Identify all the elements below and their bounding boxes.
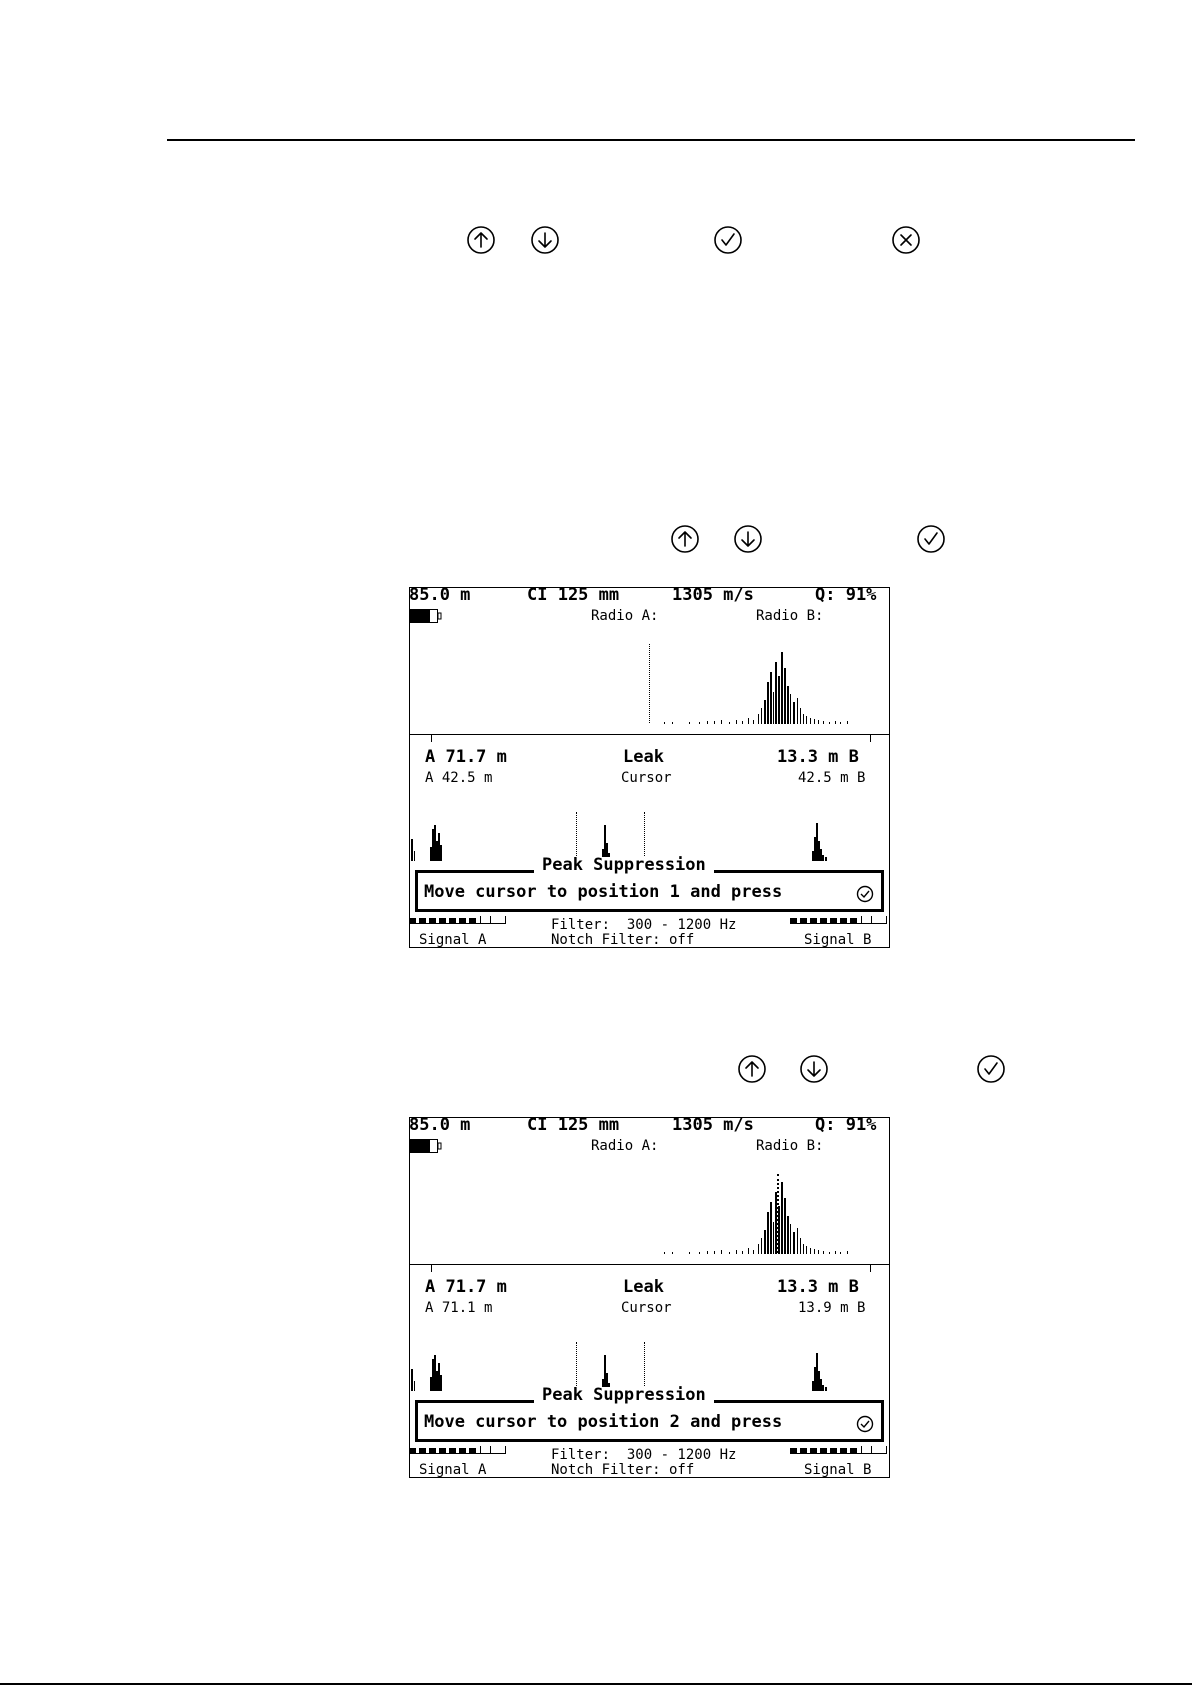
leak-label: Leak <box>623 747 664 767</box>
cursor-right-distance: 13.9 m B <box>798 1300 866 1316</box>
down-arrow-icon <box>530 225 560 255</box>
correlation-graph <box>409 642 890 727</box>
signal-a-label: Signal A <box>419 932 487 948</box>
down-arrow-icon <box>733 524 763 554</box>
cursor-right-distance: 42.5 m B <box>798 770 866 786</box>
peak-suppression-dialog <box>415 870 884 912</box>
cancel-icon <box>891 225 921 255</box>
header-rule <box>167 139 1135 141</box>
check-icon[interactable] <box>856 885 874 903</box>
battery-icon <box>410 1139 442 1153</box>
notch-filter-readout: Notch Filter: off <box>551 932 695 948</box>
radio-b-label: Radio B: <box>756 608 824 624</box>
correlation-graph <box>409 1172 890 1257</box>
up-arrow-icon <box>466 225 496 255</box>
filter-readout: Filter: 300 - 1200 Hz <box>551 1447 737 1463</box>
check-icon <box>976 1054 1006 1084</box>
popup-message: Move cursor to position 1 and press <box>424 882 783 902</box>
signal-a-gauge <box>409 1446 509 1457</box>
up-arrow-icon <box>670 524 700 554</box>
signal-b-gauge <box>790 1446 890 1457</box>
check-icon <box>713 225 743 255</box>
speed-readout: 1305 m/s <box>672 1115 754 1135</box>
radio-b-label: Radio B: <box>756 1138 824 1154</box>
quality-readout: Q: 91% <box>815 1115 877 1135</box>
device-screen-2 <box>409 1117 890 1478</box>
radio-a-label: Radio A: <box>591 608 659 624</box>
battery-icon <box>410 609 442 623</box>
cursor-label: Cursor <box>621 1300 672 1316</box>
cursor-label: Cursor <box>621 770 672 786</box>
leak-left-distance: A 71.7 m <box>425 1277 507 1297</box>
cursor-left-distance: A 42.5 m <box>425 770 493 786</box>
signal-b-gauge <box>790 916 890 927</box>
check-icon[interactable] <box>856 1415 874 1433</box>
popup-title: Peak Suppression <box>534 857 714 874</box>
device-screen-1 <box>409 587 890 948</box>
down-arrow-icon <box>799 1054 829 1084</box>
popup-title: Peak Suppression <box>534 1387 714 1404</box>
distance-readout: 85.0 m <box>409 585 471 605</box>
check-icon <box>916 524 946 554</box>
peak-suppression-dialog <box>415 1400 884 1442</box>
distance-readout: 85.0 m <box>409 1115 471 1135</box>
signal-a-gauge <box>409 916 509 927</box>
leak-right-distance: 13.3 m B <box>777 747 859 767</box>
radio-a-label: Radio A: <box>591 1138 659 1154</box>
signal-b-label: Signal B <box>804 1462 872 1478</box>
leak-label: Leak <box>623 1277 664 1297</box>
up-arrow-icon <box>737 1054 767 1084</box>
leak-right-distance: 13.3 m B <box>777 1277 859 1297</box>
cursor-line <box>777 1174 779 1253</box>
graph-baseline <box>409 734 890 735</box>
cursor-left-distance: A 71.1 m <box>425 1300 493 1316</box>
popup-message: Move cursor to position 2 and press <box>424 1412 783 1432</box>
quality-readout: Q: 91% <box>815 585 877 605</box>
signal-b-label: Signal B <box>804 932 872 948</box>
filter-readout: Filter: 300 - 1200 Hz <box>551 917 737 933</box>
ci-readout: CI 125 mm <box>527 585 620 605</box>
graph-baseline <box>409 1264 890 1265</box>
speed-readout: 1305 m/s <box>672 585 754 605</box>
notch-filter-readout: Notch Filter: off <box>551 1462 695 1478</box>
ci-readout: CI 125 mm <box>527 1115 620 1135</box>
signal-a-label: Signal A <box>419 1462 487 1478</box>
leak-left-distance: A 71.7 m <box>425 747 507 767</box>
